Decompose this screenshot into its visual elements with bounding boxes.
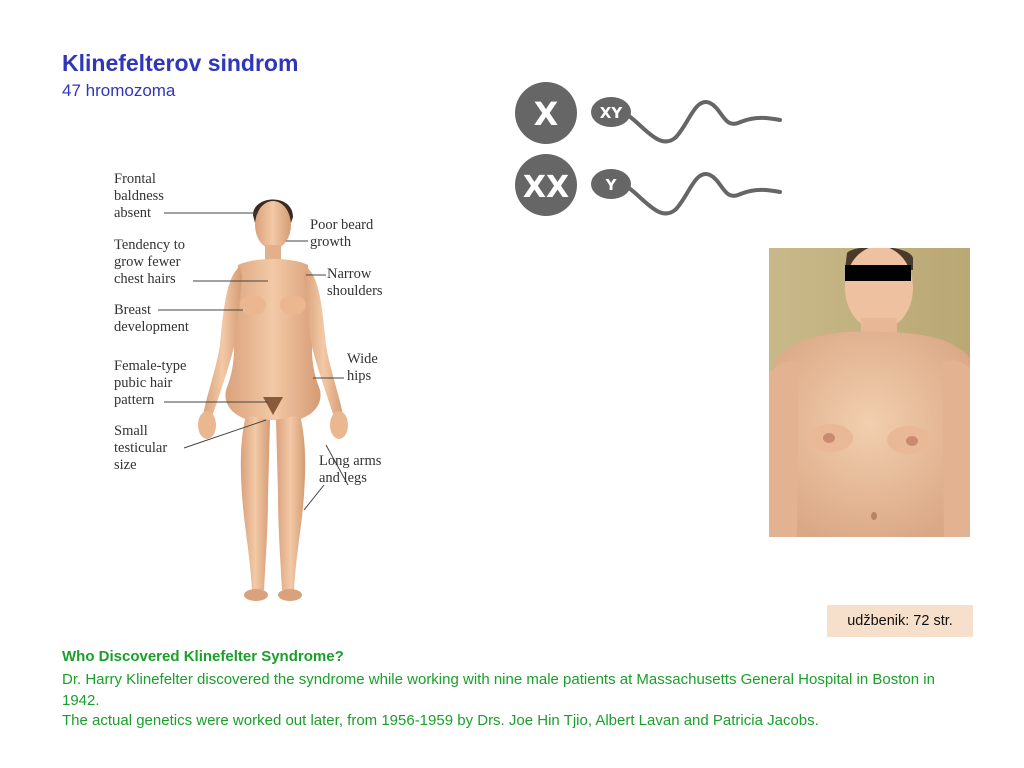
discovery-line-2: The actual genetics were worked out later, from 1956-1959 by Drs. Joe Hin Tjio, Albert Lavan and Patricia Jacobs.: [62, 712, 819, 729]
label-frontal-baldness: Frontal baldness absent: [114, 171, 164, 221]
discovery-text: [62, 670, 942, 732]
label-narrow-shoulders: Narrow shoulders: [327, 266, 383, 299]
label-wide-hips: Wide hips: [347, 351, 378, 384]
slide-subtitle: 47 hromozoma: [62, 81, 176, 100]
label-beard-growth: Poor beard growth: [310, 217, 374, 250]
discovery-line-1: Dr. Harry Klinefelter discovered the syndrome while working with nine male patients at Massachusetts General Hospital in Boston in 1942.: [62, 671, 935, 709]
sperm-top-tail: [629, 102, 780, 142]
patient-photo: [769, 248, 970, 537]
label-testicular-size: Small testicular size: [114, 423, 168, 473]
egg-top-label: X: [533, 95, 559, 133]
textbook-reference: udžbenik: 72 str.: [827, 605, 973, 637]
slide-title: Klinefelterov sindrom: [62, 50, 299, 76]
label-breast-development: Breast development: [114, 302, 189, 335]
chromosome-diagram: [510, 78, 790, 228]
label-chest-hairs: Tendency to grow fewer chest hairs: [114, 237, 186, 287]
klinefelter-body-illustration: [108, 165, 408, 610]
sperm-top-label: XY: [599, 104, 623, 122]
sperm-bottom-label: Y: [605, 176, 617, 194]
label-long-limbs: Long arms and legs: [319, 453, 382, 486]
discovery-question: Who Discovered Klinefelter Syndrome?: [62, 648, 344, 665]
label-pubic-hair: Female-type pubic hair pattern: [114, 358, 187, 408]
egg-bottom-label: XX: [522, 170, 570, 205]
sperm-bottom-tail: [629, 174, 780, 214]
